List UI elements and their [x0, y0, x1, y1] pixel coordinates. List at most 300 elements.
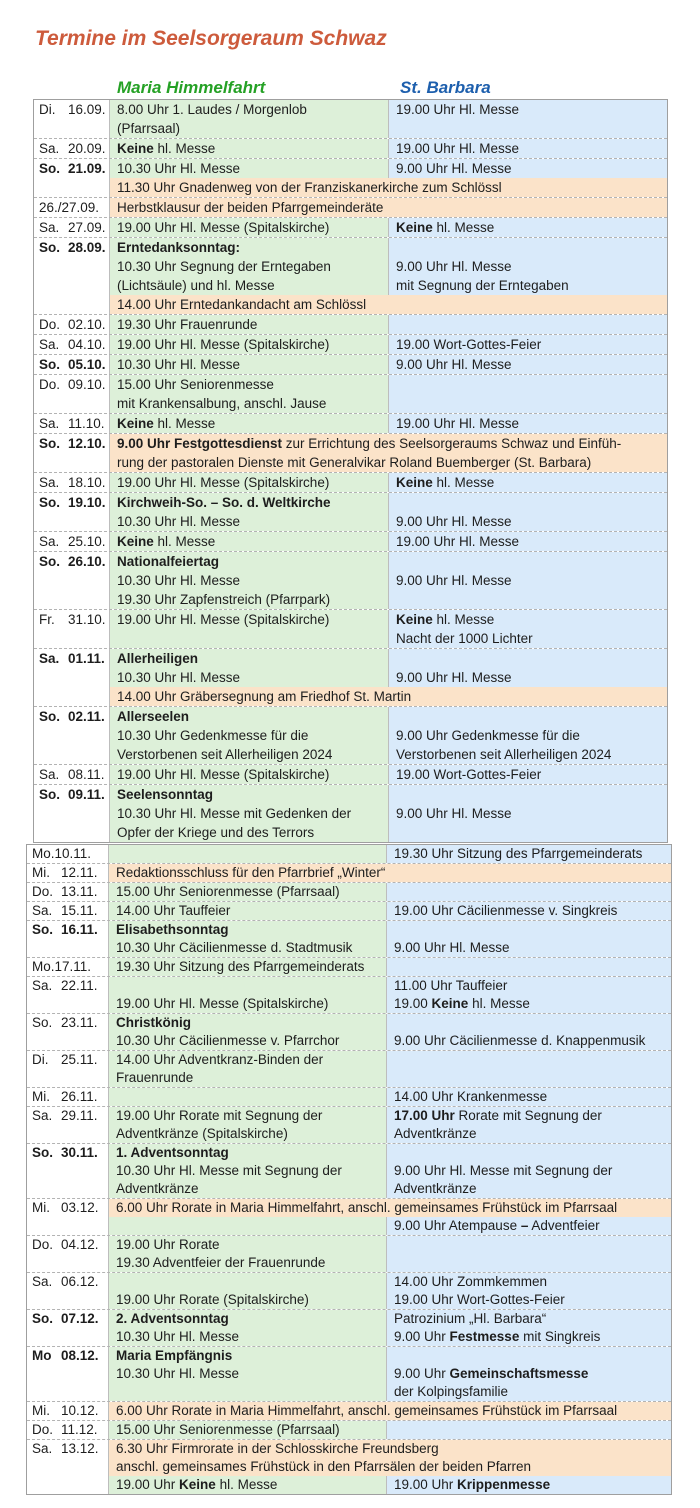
event-cell-st-barbara	[387, 1273, 671, 1309]
date-cell: So. 19.10.	[34, 493, 110, 531]
date-cell: Sa. 29.11.	[27, 1107, 109, 1143]
row-content	[109, 958, 671, 976]
date-cell: Sa. 01.11.	[34, 649, 110, 706]
event-line: Kirchweih-So. – So. d. Weltkirche	[117, 495, 331, 510]
row-content	[110, 315, 667, 334]
table-row	[27, 1309, 671, 1346]
column-header-maria-himmelfahrt: Maria Himmelfahrt	[117, 78, 266, 97]
weekday-label: Do.	[32, 884, 54, 899]
table-row	[34, 354, 667, 374]
span-event-line: 14.00 Uhr Gräbersegnung am Friedhof St. Martin	[110, 687, 667, 706]
date-cell: So. 23.11.	[27, 1014, 109, 1050]
event-cell-maria-himmelfahrt	[109, 1051, 387, 1087]
weekday-label: Mi.	[32, 1200, 50, 1215]
date-cell: So. 21.09.	[34, 159, 110, 197]
event-cell-maria-himmelfahrt	[109, 1347, 387, 1401]
event-cell-st-barbara	[389, 375, 667, 413]
event-cell-st-barbara	[389, 218, 667, 237]
event-cell-st-barbara	[389, 785, 667, 842]
table-row	[27, 901, 671, 920]
weekday-label: Sa.	[39, 141, 60, 156]
event-line: Adventkränze	[394, 1126, 477, 1141]
weekday-label: Sa.	[39, 337, 60, 352]
event-line: 15.00 Uhr Seniorenmesse	[117, 377, 274, 392]
event-cell-maria-himmelfahrt	[109, 1476, 387, 1494]
event-line: 10.30 Uhr Cäcilienmesse v. Pfarrchor	[116, 1033, 340, 1048]
row-content	[109, 1236, 671, 1272]
event-line: 9.00 Uhr Hl. Messe	[396, 573, 512, 588]
event-line: 9.00 Uhr Hl. Messe	[396, 514, 512, 529]
row-content	[110, 493, 667, 531]
date-cell: Fr. 31.10.	[34, 610, 110, 648]
event-line	[387, 1069, 671, 1087]
weekday-label: So.	[39, 787, 61, 802]
table-row	[34, 413, 667, 433]
span-event-line: Herbstklausur der beiden Pfarrgemeinderäte	[110, 198, 667, 217]
event-line: 19.00 Uhr Rorate mit Segnung der	[116, 1108, 323, 1123]
event-line: 10.30 Uhr Hl. Messe	[116, 1366, 240, 1381]
date-cell: Sa. 11.10.	[34, 414, 110, 433]
event-cell-st-barbara	[387, 1347, 671, 1401]
span-event-line: 9.00 Uhr Festgottesdienst zur Errichtung des Seelsorgeraums Schwaz und Einfüh-	[110, 434, 667, 453]
date-cell: Do. 04.12.	[27, 1236, 109, 1272]
event-line: 19.00 Uhr Rorate (Spitalskirche)	[116, 1292, 309, 1307]
span-event-line: 6.30 Uhr Firmrorate in der Schlosskirche Freundsberg	[109, 1440, 671, 1458]
table-row	[27, 1143, 671, 1198]
date-cell: Sa. 27.09.	[34, 218, 110, 237]
event-cell-st-barbara	[389, 335, 667, 354]
event-line	[389, 552, 667, 571]
weekday-label: Sa.	[39, 651, 60, 666]
weekday-label: Sa.	[32, 1108, 53, 1123]
column-headers	[0, 72, 700, 99]
event-cell-maria-himmelfahrt	[110, 335, 389, 354]
date-cell: Mi. 26.11.	[27, 1088, 109, 1106]
date-cell: 26./27.09.	[34, 198, 110, 217]
event-cell-st-barbara	[389, 649, 667, 687]
row-content	[110, 434, 667, 472]
weekday-label: So.	[39, 436, 61, 451]
event-line: der Kolpingsfamilie	[394, 1384, 509, 1399]
event-line: 19.00 Uhr Hl. Messe (Spitalskirche)	[117, 337, 330, 352]
table-row	[27, 1235, 671, 1272]
event-cell-maria-himmelfahrt	[109, 902, 387, 920]
event-line: 19.00 Uhr Hl. Messe (Spitalskirche)	[117, 475, 330, 490]
event-cell-maria-himmelfahrt	[110, 355, 389, 374]
event-line	[387, 958, 671, 976]
event-line: Adventkränze	[394, 1181, 477, 1196]
event-line: 19.00 Keine hl. Messe	[394, 996, 530, 1011]
event-cell-st-barbara	[387, 1014, 671, 1050]
row-content	[109, 902, 671, 920]
event-line	[109, 1383, 386, 1401]
event-line: Elisabethsonntag	[116, 922, 229, 937]
event-cell-st-barbara	[389, 610, 667, 648]
weekday-label: So.	[32, 1015, 53, 1030]
event-line: 19.00 Uhr Hl. Messe	[396, 141, 520, 156]
event-line	[389, 375, 667, 394]
date-cell: Do. 11.12.	[27, 1421, 109, 1439]
row-content	[109, 1107, 671, 1143]
event-cell-st-barbara	[387, 1310, 671, 1346]
event-line: 14.00 Uhr Krankenmesse	[394, 1089, 548, 1104]
event-line	[389, 823, 667, 842]
event-cell-maria-himmelfahrt	[110, 159, 389, 178]
date-cell: Mo.10.11.	[27, 845, 109, 863]
weekday-label: So.	[32, 1145, 54, 1160]
row-content	[109, 864, 671, 882]
table-row	[27, 1272, 671, 1309]
event-line: 9.00 Uhr Hl. Messe	[396, 357, 512, 372]
event-line: mit Segnung der Erntegaben	[396, 278, 569, 293]
event-line: Patrozinium „Hl. Barbara“	[394, 1311, 547, 1326]
weekday-label: So.	[32, 1311, 54, 1326]
event-cell-maria-himmelfahrt	[110, 493, 389, 531]
date-cell: So. 28.09.	[34, 238, 110, 314]
event-line	[389, 785, 667, 804]
event-line: Allerseelen	[117, 709, 190, 724]
event-cell-st-barbara	[389, 552, 667, 609]
table-row	[34, 138, 667, 158]
weekday-label: So.	[39, 554, 61, 569]
event-line: 19.00 Uhr Hl. Messe	[396, 534, 520, 549]
weekday-label: Sa.	[39, 220, 60, 235]
event-line	[387, 1236, 671, 1254]
event-cell-maria-himmelfahrt	[109, 1088, 387, 1106]
event-cell-st-barbara	[387, 1107, 671, 1143]
span-event-line: Redaktionsschluss für den Pfarrbrief „Winter“	[109, 864, 671, 882]
event-line: 19.00 Uhr Hl. Messe (Spitalskirche)	[117, 767, 330, 782]
event-cell-maria-himmelfahrt	[109, 1217, 387, 1235]
schedule-table-sep-nov	[33, 99, 668, 843]
event-line: 10.30 Uhr Hl. Messe mit Gedenken der	[117, 806, 352, 821]
weekday-label: Do.	[32, 1422, 54, 1437]
row-content	[109, 1347, 671, 1401]
date-cell: Do. 09.10.	[34, 375, 110, 413]
event-line: 14.00 Uhr Adventkranz-Binden der	[116, 1052, 324, 1067]
row-content	[110, 375, 667, 413]
event-line: 9.00 Uhr Gedenkmesse für die	[396, 728, 580, 743]
event-line: Allerheiligen	[117, 651, 199, 666]
event-cell-st-barbara	[389, 139, 667, 158]
event-line: 15.00 Uhr Seniorenmesse (Pfarrsaal)	[116, 1422, 340, 1437]
date-cell: So. 05.10.	[34, 355, 110, 374]
schedule-table-nov-dec	[26, 844, 672, 1495]
span-event-line: 11.30 Uhr Gnadenweg von der Franziskanerkirche zum Schlössl	[110, 178, 667, 197]
event-cell-st-barbara	[389, 159, 667, 178]
table-row	[34, 609, 667, 648]
table-row	[34, 706, 667, 764]
event-line	[389, 238, 667, 257]
event-cell-maria-himmelfahrt	[109, 1236, 387, 1272]
event-cell-st-barbara	[389, 315, 667, 334]
table-row	[34, 784, 667, 842]
event-line: 10.30 Uhr Hl. Messe	[117, 161, 241, 176]
row-content	[110, 139, 667, 158]
event-cell-st-barbara	[387, 958, 671, 976]
date-cell: Mi. 10.12.	[27, 1402, 109, 1420]
table-row	[34, 531, 667, 551]
event-line: Verstorbenen seit Allerheiligen 2024	[117, 747, 333, 762]
event-cell-st-barbara	[389, 493, 667, 531]
event-cell-st-barbara	[387, 883, 671, 901]
row-content	[109, 1402, 671, 1420]
event-line: 9.00 Uhr Gemeinschaftsmesse	[394, 1366, 589, 1381]
span-event-line: anschl. gemeinsames Frühstück in den Pfarrsälen der beiden Pfarren	[109, 1458, 671, 1476]
event-line	[109, 1088, 386, 1106]
event-cell-maria-himmelfahrt	[109, 883, 387, 901]
weekday-label: Sa.	[32, 978, 53, 993]
table-row	[34, 648, 667, 706]
table-row	[27, 1013, 671, 1050]
event-cell-st-barbara	[387, 902, 671, 920]
table-row	[34, 492, 667, 531]
date-cell: Mo.17.11.	[27, 958, 109, 976]
event-line: 9.00 Uhr Hl. Messe	[396, 161, 512, 176]
event-line: Keine hl. Messe	[117, 416, 216, 431]
event-cell-maria-himmelfahrt	[110, 315, 389, 334]
event-line	[109, 845, 386, 863]
event-line: Seelensonntag	[117, 787, 214, 802]
event-line: 15.00 Uhr Seniorenmesse (Pfarrsaal)	[116, 884, 340, 899]
event-line: 10.30 Uhr Hl. Messe mit Segnung der	[116, 1163, 342, 1178]
event-cell-maria-himmelfahrt	[110, 218, 389, 237]
row-content	[110, 473, 667, 492]
date-cell: Sa. 18.10.	[34, 473, 110, 492]
event-line: Erntedanksonntag:	[117, 240, 241, 255]
row-content	[109, 1014, 671, 1050]
date-cell: Di. 16.09.	[34, 100, 110, 138]
row-content	[110, 414, 667, 433]
event-line: 10.30 Uhr Cäcilienmesse d. Stadtmusik	[116, 940, 353, 955]
event-line: 19.30 Uhr Frauenrunde	[117, 317, 258, 332]
event-cell-maria-himmelfahrt	[109, 1014, 387, 1050]
row-content	[110, 785, 667, 842]
event-line: 19.00 Uhr Krippenmesse	[394, 1477, 551, 1492]
column-header-st-barbara: St. Barbara	[400, 78, 491, 97]
event-cell-maria-himmelfahrt	[110, 139, 389, 158]
date-cell: Mi. 12.11.	[27, 864, 109, 882]
event-line: 19.30 Uhr Sitzung des Pfarrgemeinderats	[394, 846, 643, 861]
event-line: 19.00 Uhr Hl. Messe (Spitalskirche)	[116, 996, 329, 1011]
table-row	[27, 1087, 671, 1106]
table-row	[34, 551, 667, 609]
event-line	[109, 977, 386, 995]
event-line: 19.30 Uhr Zapfenstreich (Pfarrpark)	[117, 592, 331, 607]
weekday-label: Mi.	[32, 865, 50, 880]
event-cell-maria-himmelfahrt	[109, 1144, 387, 1198]
date-cell: Sa. 13.12.	[27, 1440, 109, 1494]
weekday-label: Mi.	[32, 1403, 50, 1418]
date-cell: Sa. 20.09.	[34, 139, 110, 158]
event-line: (Lichtsäule) und hl. Messe	[117, 278, 275, 293]
row-content	[109, 1421, 671, 1439]
event-line: Keine hl. Messe	[396, 475, 495, 490]
event-line: 14.00 Uhr Zommkemmen	[394, 1274, 548, 1289]
table-row	[27, 1346, 671, 1401]
weekday-label: So.	[39, 240, 61, 255]
event-cell-maria-himmelfahrt	[110, 785, 389, 842]
date-cell: So. 09.11.	[34, 785, 110, 842]
event-line: 9.00 Uhr Hl. Messe	[394, 940, 510, 955]
event-line: (Pfarrsaal)	[117, 121, 181, 136]
event-line: 10.30 Uhr Gedenkmesse für die	[117, 728, 309, 743]
event-line: 19.00 Uhr Keine hl. Messe	[116, 1477, 278, 1492]
row-content	[110, 218, 667, 237]
weekday-label: So.	[39, 495, 61, 510]
weekday-label: Do.	[39, 317, 61, 332]
event-cell-st-barbara	[389, 355, 667, 374]
event-cell-maria-himmelfahrt	[109, 1107, 387, 1143]
weekday-label: Do.	[39, 377, 61, 392]
event-line	[389, 394, 667, 413]
row-content	[109, 883, 671, 901]
event-line: 10.30 Uhr Hl. Messe	[117, 514, 241, 529]
event-line: 9.00 Uhr Hl. Messe	[396, 259, 512, 274]
row-content	[110, 335, 667, 354]
event-line: Christkönig	[116, 1015, 192, 1030]
event-line: 9.00 Uhr Cäcilienmesse d. Knappenmusik	[394, 1033, 646, 1048]
row-content	[110, 198, 667, 217]
event-cell-maria-himmelfahrt	[109, 977, 387, 1013]
event-cell-st-barbara	[387, 1051, 671, 1087]
table-row	[34, 374, 667, 413]
event-line: Frauenrunde	[116, 1070, 194, 1085]
row-content	[110, 100, 667, 138]
table-row	[27, 845, 671, 863]
date-cell: Mi. 03.12.	[27, 1199, 109, 1235]
event-cell-maria-himmelfahrt	[110, 238, 389, 295]
weekday-label: Sa.	[39, 416, 60, 431]
event-line	[109, 1217, 386, 1235]
table-row	[27, 1050, 671, 1087]
event-cell-st-barbara	[389, 414, 667, 433]
event-line: 10.30 Uhr Hl. Messe	[117, 357, 241, 372]
event-line: 9.00 Uhr Festmesse mit Singkreis	[394, 1329, 601, 1344]
event-line: 14.00 Uhr Tauffeier	[116, 903, 231, 918]
row-content	[109, 977, 671, 1013]
event-line: 2. Adventsonntag	[116, 1311, 229, 1326]
span-event-line: rung der pastoralen Dienste mit Generalvikar Roland Buemberger (St. Barbara)	[110, 453, 667, 472]
row-content	[109, 1144, 671, 1198]
event-line: 19.30 Uhr Sitzung des Pfarrgemeinderats	[116, 959, 365, 974]
date-cell: So. 02.11.	[34, 707, 110, 764]
event-cell-maria-himmelfahrt	[109, 1273, 387, 1309]
weekday-label: Fr.	[39, 612, 55, 627]
event-line: 19.00 Wort-Gottes-Feier	[396, 337, 542, 352]
event-cell-maria-himmelfahrt	[109, 1421, 387, 1439]
event-line: 11.00 Uhr Tauffeier	[394, 978, 508, 993]
weekday-label: Di.	[39, 102, 56, 117]
event-line: Keine hl. Messe	[117, 141, 216, 156]
event-cell-maria-himmelfahrt	[110, 552, 389, 609]
event-cell-st-barbara	[387, 1476, 671, 1494]
table-row	[34, 334, 667, 354]
event-cell-st-barbara	[389, 532, 667, 551]
event-line: Keine hl. Messe	[396, 220, 495, 235]
event-line: Verstorbenen seit Allerheiligen 2024	[396, 747, 612, 762]
event-line: Nacht der 1000 Lichter	[396, 631, 533, 646]
event-cell-maria-himmelfahrt	[110, 610, 389, 648]
row-content	[110, 238, 667, 314]
row-content	[110, 532, 667, 551]
date-cell: Sa. 22.11.	[27, 977, 109, 1013]
date-cell: Do. 02.10.	[34, 315, 110, 334]
row-content	[110, 552, 667, 609]
weekday-label: So.	[32, 922, 54, 937]
weekday-label: So.	[39, 709, 61, 724]
event-line: 1. Adventsonntag	[116, 1145, 229, 1160]
event-cell-maria-himmelfahrt	[110, 100, 389, 138]
table-row	[34, 217, 667, 237]
date-cell: Sa. 08.11.	[34, 765, 110, 784]
row-content	[110, 610, 667, 648]
table-row	[27, 1439, 671, 1494]
event-line: 19.00 Wort-Gottes-Feier	[396, 767, 542, 782]
event-line	[389, 590, 667, 609]
event-cell-maria-himmelfahrt	[109, 845, 387, 863]
event-line	[389, 315, 667, 334]
date-cell: Mo 08.12.	[27, 1347, 109, 1401]
date-cell: So. 07.12.	[27, 1310, 109, 1346]
event-line	[109, 1273, 386, 1291]
date-cell: So. 30.11.	[27, 1144, 109, 1198]
event-line: Keine hl. Messe	[396, 612, 495, 627]
event-line	[387, 1014, 671, 1032]
event-line: mit Krankensalbung, anschl. Jause	[117, 396, 327, 411]
weekday-label: Sa.	[39, 767, 60, 782]
event-line: 19.00 Uhr Wort-Gottes-Feier	[394, 1292, 565, 1307]
event-line: 10.30 Uhr Hl. Messe	[117, 670, 241, 685]
event-cell-maria-himmelfahrt	[110, 765, 389, 784]
event-line: 9.00 Uhr Hl. Messe	[396, 806, 512, 821]
event-line	[387, 1347, 671, 1365]
event-cell-st-barbara	[389, 473, 667, 492]
event-line	[387, 1144, 671, 1162]
table-row	[34, 197, 667, 217]
event-cell-maria-himmelfahrt	[110, 532, 389, 551]
weekday-label: So.	[39, 161, 61, 176]
event-line: 9.00 Uhr Atempause – Adventfeier	[394, 1218, 600, 1233]
table-row	[34, 314, 667, 334]
event-cell-maria-himmelfahrt	[110, 375, 389, 413]
table-row	[27, 920, 671, 957]
event-cell-maria-himmelfahrt	[110, 473, 389, 492]
event-cell-st-barbara	[387, 1217, 671, 1235]
event-cell-st-barbara	[387, 1421, 671, 1439]
weekday-label: Mo	[32, 1348, 52, 1363]
event-line: Opfer der Kriege und des Terrors	[117, 825, 315, 840]
event-cell-st-barbara	[387, 1088, 671, 1106]
event-cell-st-barbara	[387, 977, 671, 1013]
date-cell: Di. 25.11.	[27, 1051, 109, 1087]
event-line	[389, 493, 667, 512]
event-line	[387, 883, 671, 901]
event-line: 19.00 Uhr Hl. Messe	[396, 416, 520, 431]
weekday-label: Sa.	[32, 1274, 53, 1289]
date-cell: So. 16.11.	[27, 921, 109, 957]
page-title: Termine im Seelsorgeraum Schwaz	[35, 27, 387, 50]
date-cell: Sa. 04.10.	[34, 335, 110, 354]
date-cell: So. 26.10.	[34, 552, 110, 609]
weekday-label: Mi.	[32, 1089, 50, 1104]
span-event-line: 6.00 Uhr Rorate in Maria Himmelfahrt, anschl. gemeinsames Frühstück im Pfarrsaal	[109, 1199, 671, 1217]
event-line	[387, 1421, 671, 1439]
weekday-label: Di.	[32, 1052, 49, 1067]
span-event-line: 14.00 Uhr Erntedankandacht am Schlössl	[110, 295, 667, 314]
row-content	[110, 707, 667, 764]
table-row	[27, 976, 671, 1013]
